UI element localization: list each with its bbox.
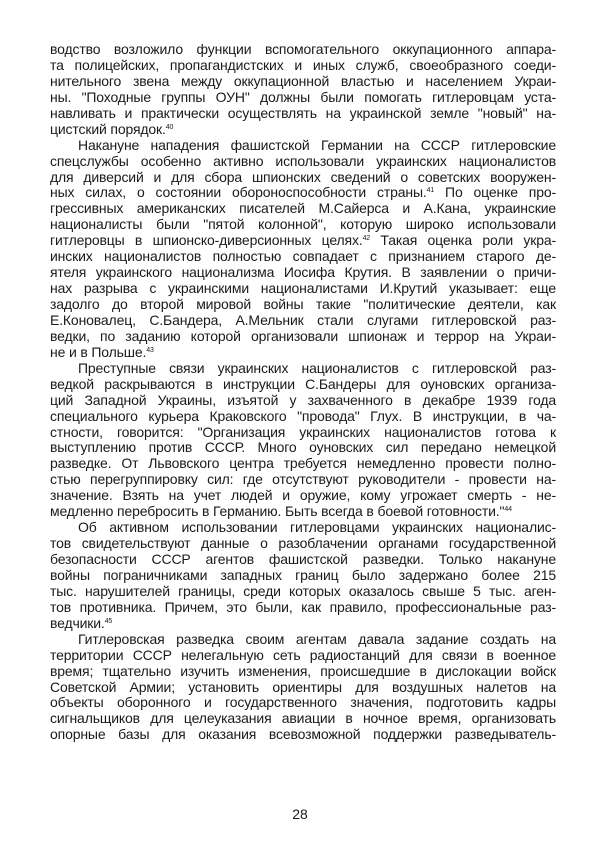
footnote-marker: 40 <box>165 123 174 131</box>
footnote-marker: 45 <box>104 617 113 625</box>
text-line: Накануне нападения фашистской Германии на СССР гитлеровские <box>78 136 556 153</box>
text-line: навливать и практически осуществлять на украинской земле "новый" на- <box>50 104 556 121</box>
text-line: для диверсий и для сбора шпионских сведений о советских вооружен- <box>50 168 556 185</box>
text-line: сигнальщиков для целеуказания авиации в ночное время, организовать <box>50 710 556 727</box>
text-line: Е.Коновалец, С.Бандера, А.Мельник стали слугами гитлеровской раз- <box>50 311 556 328</box>
text-line: объекты оборонного и государственного значения, подготовить кадры <box>50 694 556 711</box>
text-line: ных силах, о состоянии обороноспособности страны.$^{41}$ По оценке про- <box>50 184 556 201</box>
text-line: Об активном использовании гитлеровцами украинских националис- <box>78 519 556 536</box>
text-line: войны пограничниками западных границ было задержано более 215 <box>50 566 556 583</box>
text-line: разведке. От Львовского центра требуется немедленно провести полно- <box>50 455 556 472</box>
text-line: не и в Польше.$^{43}$ <box>50 343 154 360</box>
text-line: безопасности СССР агентов фашистской разведки. Только накануне <box>50 551 556 567</box>
text-line: ятеля украинского национализма Иосифа Крутия. В заявлении о причи- <box>50 264 556 281</box>
text-line: значение. Взять на учет людей и оружие, кому угрожает смерть - не- <box>50 487 556 504</box>
text-line: гитлеровцы в шпионско-диверсионных целях.$^{42}$ Такая оценка роли укра- <box>50 232 556 249</box>
paragraph <box>50 632 556 744</box>
footnote-marker: 41 <box>426 187 435 195</box>
paragraph <box>50 361 556 520</box>
text-line: специального курьера Краковского "провода" Глух. В инструкции, в ча- <box>50 407 556 424</box>
text-line: территории СССР нелегальную сеть радиостанций для связи в военное <box>50 646 556 663</box>
text-line: задолго до второй мировой войны такие "политические деятели, как <box>50 296 556 312</box>
paragraph <box>50 138 556 361</box>
text-line: стности, говорится: "Организация украинских националистов готова к <box>50 423 556 440</box>
text-line: водство возложило функции вспомогательного оккупационного аппара- <box>50 41 556 57</box>
text-line: время; тщательно изучить изменения, происшедшие в дислокации войск <box>50 662 556 679</box>
text-line: стью перегруппировку сил: где отсутствуют руководители - провести на- <box>50 471 556 488</box>
text-line: Советской Армии; установить ориентиры для воздушных налетов на <box>50 678 556 695</box>
text-line: грессивных американских писателей М.Сайерса и А.Кана, украинские <box>50 200 556 217</box>
text-line: тов свидетельствуют данные о разоблачении органами государственной <box>50 535 556 552</box>
text-line: ций Западной Украины, изъятой у захваченного в декабре 1939 года <box>50 391 556 408</box>
text-line: спецслужбы особенно активно использовали украинских националистов <box>50 152 556 169</box>
text-line: нах разрыва с украинскими националистами И.Крутий указывает: еще <box>50 280 556 297</box>
text-line: ведки, по заданию которой организовали шпионаж и террор на Украи- <box>50 327 556 344</box>
text-line: Преступные связи украинских националистов с гитлеровской раз- <box>78 359 556 376</box>
text-line: тыс. нарушителей границы, среди которых оказалось свыше 5 тыс. аген- <box>50 582 556 599</box>
footnote-marker: 43 <box>146 346 154 354</box>
text-line: националисты были "пятой колонной", которую широко использовали <box>50 216 556 233</box>
text-line: цистский порядок.$^{40}$ <box>50 120 174 137</box>
text-line: инских националистов полностью совпадает с признанием старого де- <box>50 248 556 265</box>
text-line: опорные базы для оказания всевозможной поддержки разведыватель- <box>50 726 556 743</box>
page-body <box>50 42 556 743</box>
text-line: та полицейских, пропагандистских и иных служб, своеобразного соеди- <box>50 56 556 73</box>
text-line: ведчики.$^{45}$ <box>50 614 113 631</box>
text-line: ны. "Походные группы ОУН" должны были помогать гитлеровцам уста- <box>50 88 556 105</box>
text-line: нительного звена между оккупационной властью и населением Украи- <box>50 72 556 89</box>
text-line: медленно перебросить в Германию. Быть всегда в боевой готовности."$^{44}$ <box>50 503 512 520</box>
page-number: 28 <box>292 806 308 822</box>
paragraph <box>50 520 556 632</box>
text-line: выступлению против СССР. Много оуновских сил передано немецкой <box>50 439 556 456</box>
text-line: тов противника. Причем, это были, как правило, профессиональные раз- <box>50 598 556 615</box>
footnote-marker: 44 <box>504 506 512 514</box>
footnote-marker: 42 <box>362 235 371 243</box>
paragraph <box>50 42 556 138</box>
text-line: ведкой раскрываются в инструкции С.Бандеры для оуновских организа- <box>50 375 556 392</box>
text-line: Гитлеровская разведка своим агентам давала задание создать на <box>78 630 556 647</box>
